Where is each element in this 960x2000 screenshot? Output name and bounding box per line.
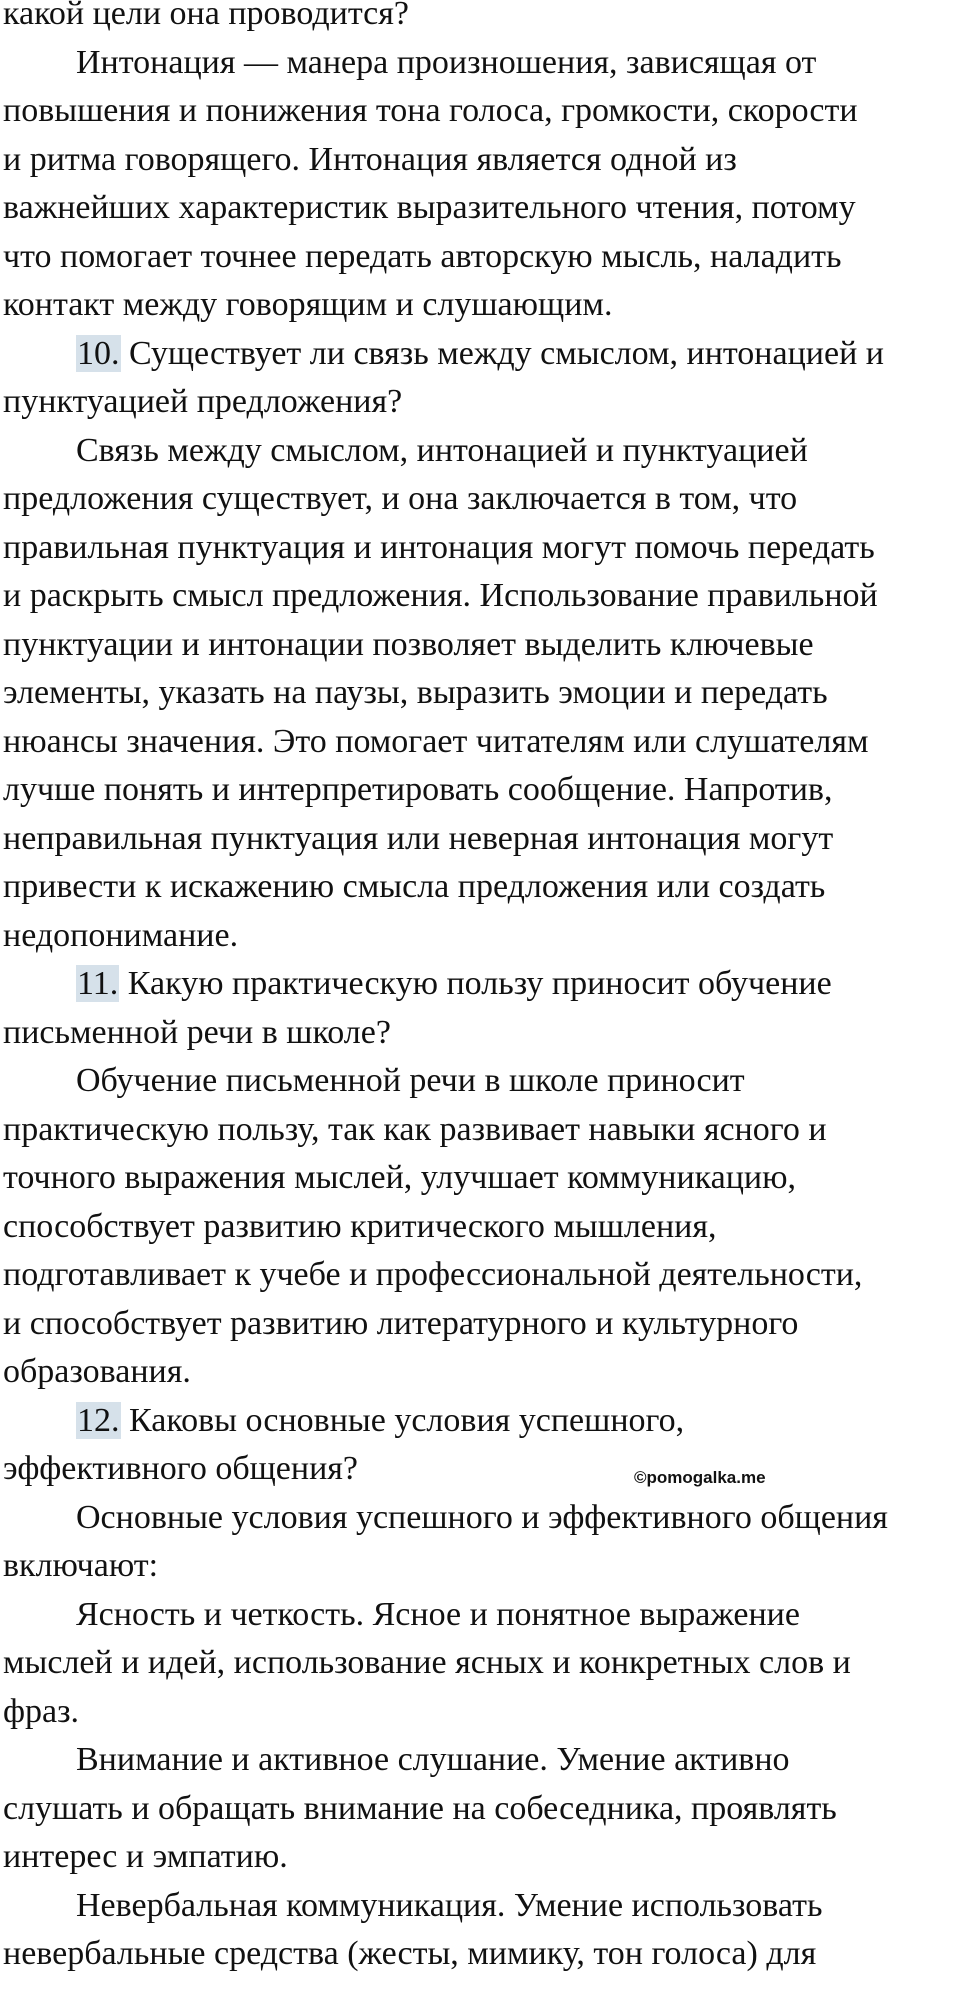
answer-11-line: точного выражения мыслей, улучшает коммуникацию, — [3, 1159, 797, 1196]
answer-10-line: предложения существует, и она заключается в том, что — [3, 480, 798, 517]
question-10-line: пунктуацией предложения? — [3, 383, 403, 420]
answer-11-line: и способствует развитию литературного и культурного — [3, 1304, 799, 1342]
answer-12-line: включают: — [3, 1547, 159, 1584]
question-12-line: эффективного общения? — [3, 1450, 359, 1487]
answer-9-line: контакт между говорящим и слушающим. — [3, 286, 613, 323]
answer-10-line: лучше понять и интерпретировать сообщение. Напротив, — [3, 771, 833, 808]
question-12-text: Каковы основные условия успешного, — [120, 1401, 685, 1439]
answer-11-line: практическую пользу, так как развивает навыки ясного и — [3, 1110, 827, 1148]
answer-10-line: элементы, указать на паузы, выразить эмоции и передать — [3, 674, 828, 711]
watermark: ©pomogalka.me — [634, 1468, 766, 1487]
answer-10-line: пунктуации и интонации позволяет выделить ключевые — [3, 625, 814, 663]
answer-9-line: важнейших характеристик выразительного чтения, потому — [3, 189, 856, 226]
question-11 — [3, 960, 960, 1009]
question-11-text: Какую практическую пользу приносит обучение — [119, 965, 832, 1002]
answer-11-line: подготавливает к учебе и профессиональной деятельности, — [3, 1256, 863, 1293]
answer-11-line: образования. — [3, 1353, 191, 1390]
answer-11-line: способствует развитию критического мышления, — [3, 1207, 717, 1245]
answer-11-line: Обучение письменной речи в школе приносит — [76, 1062, 745, 1099]
point-listening-line: Внимание и активное слушание. Умение активно — [76, 1741, 790, 1778]
point-listening-line: слушать и обращать внимание на собеседника, проявлять — [3, 1789, 837, 1827]
point-nonverbal-line: Невербальная коммуникация. Умение использовать — [76, 1886, 823, 1924]
answer-10-line: Связь между смыслом, интонацией и пунктуацией — [76, 431, 808, 469]
answer-9-line: что помогает точнее передать авторскую мысль, наладить — [3, 237, 842, 275]
question-10 — [3, 330, 960, 379]
question-12 — [3, 1397, 960, 1446]
answer-9-line: повышения и понижения тона голоса, громкости, скорости — [3, 92, 858, 129]
question-10-number: 10. — [77, 334, 120, 372]
answer-10-line: неправильная пунктуация или неверная интонация могут — [3, 819, 834, 857]
point-clarity-line: мыслей и идей, использование ясных и конкретных слов и — [3, 1644, 851, 1681]
point-clarity-line: фраз. — [3, 1692, 80, 1730]
answer-10-line: недопонимание. — [3, 916, 239, 954]
answer-10-line: и раскрыть смысл предложения. Использование правильной — [3, 577, 878, 614]
document-text — [3, 0, 960, 1979]
question-11-line: письменной речи в школе? — [3, 1013, 391, 1051]
question-10-text: Существует ли связь между смыслом, интонацией и — [120, 334, 884, 372]
answer-9-line: и ритма говорящего. Интонация является одной из — [3, 140, 737, 178]
answer-12-line: Основные условия успешного и эффективного общения — [76, 1498, 888, 1536]
point-listening-line: интерес и эмпатию. — [3, 1838, 288, 1875]
answer-9-line: Интонация — манера произношения, зависящая от — [76, 43, 817, 81]
point-clarity-line: Ясность и четкость. Ясное и понятное выражение — [76, 1595, 800, 1633]
answer-10-line: нюансы значения. Это помогает читателям или слушателям — [3, 722, 869, 760]
question-11-number: 11. — [77, 965, 119, 1002]
question-9-tail: какой цели она проводится? — [3, 0, 409, 32]
question-12-number: 12. — [77, 1401, 120, 1439]
answer-10-line: правильная пунктуация и интонация могут помочь передать — [3, 528, 875, 566]
answer-10-line: привести к искажению смысла предложения или создать — [3, 868, 826, 905]
point-nonverbal-line: невербальные средства (жесты, мимику, тон голоса) для — [3, 1935, 817, 1972]
